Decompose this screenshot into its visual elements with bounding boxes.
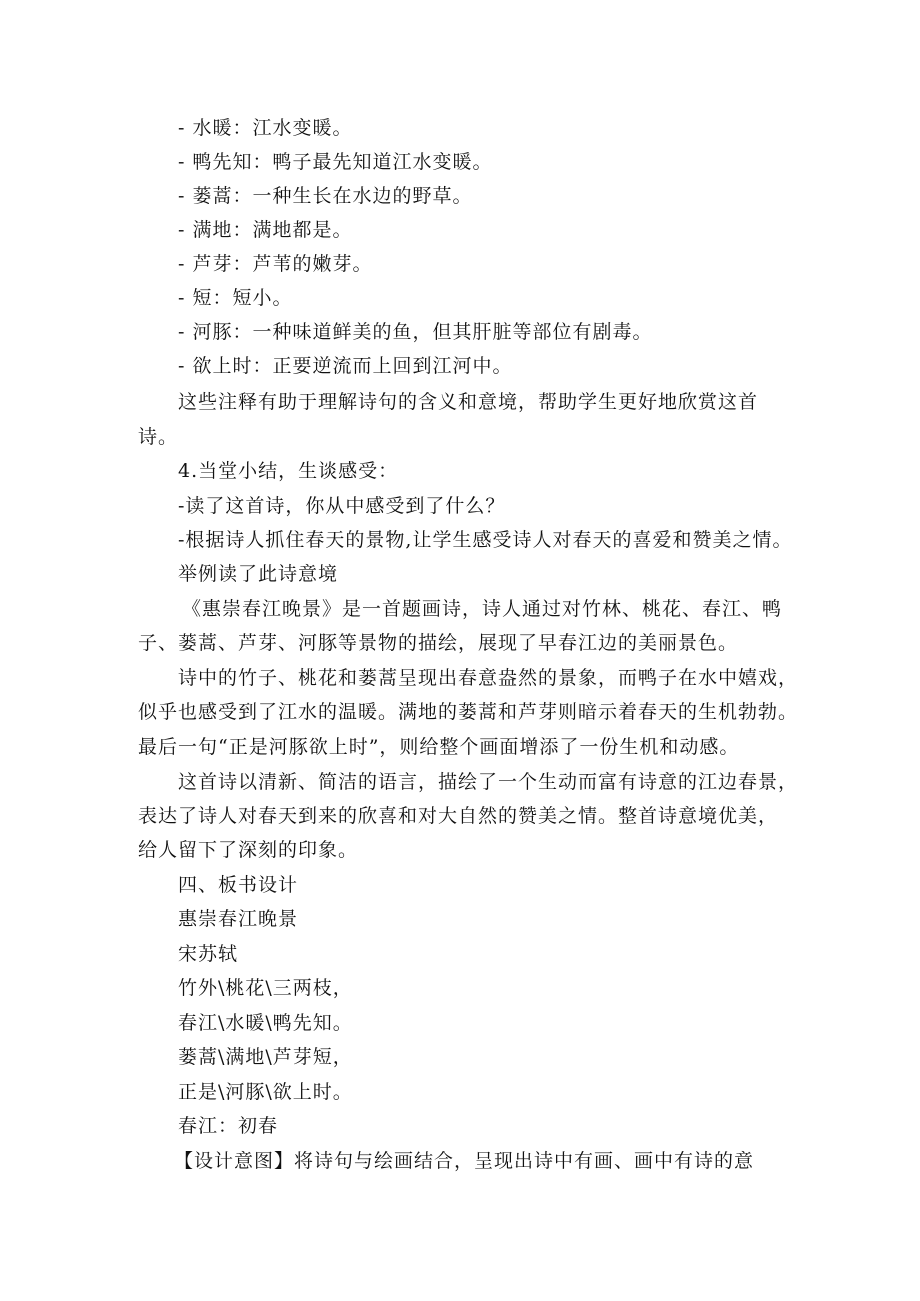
annotation-item: - 欲上时：正要逆流而上回到江河中。 (178, 355, 513, 377)
annotation-summary-line: 诗。 (138, 426, 179, 448)
appreciation-text: 子、蒌蒿、芦芽、河豚等景物的描绘，展现了早春江边的美丽景色。 (138, 632, 739, 654)
appreciation-text: 表达了诗人对春天到来的欣喜和对大自然的赞美之情。整首诗意境优美， (138, 805, 779, 827)
summary-heading: 4.当堂小结，生谈感受： (178, 460, 399, 482)
appreciation-text: 似乎也感受到了江水的温暖。满地的蒌蒿和芦芽则暗示着春天的生机勃勃。 (138, 701, 799, 723)
appreciation-text: 诗中的竹子、桃花和蒌蒿呈现出春意盎然的景象，而鸭子在水中嬉戏， (178, 667, 799, 689)
annotation-item: - 水暖：江水变暖。 (178, 117, 353, 139)
design-intent: 【设计意图】将诗句与绘画结合，呈现出诗中有画、画中有诗的意 (174, 1150, 755, 1172)
appreciation-text: 最后一句“正是河豚欲上时”，则给整个画面增添了一份生机和动感。 (138, 736, 740, 758)
board-design-heading: 四、板书设计 (178, 874, 299, 896)
board-verse: 春江\水暖\鸭先知。 (178, 1012, 353, 1034)
summary-example: 举例读了此诗意境 (178, 563, 339, 585)
board-verse: 竹外\桃花\三两枝， (178, 977, 353, 999)
annotation-item: - 蒌蒿：一种生长在水边的野草。 (178, 185, 473, 207)
annotation-summary-line: 这些注释有助于理解诗句的含义和意境，帮助学生更好地欣赏这首 (178, 391, 759, 413)
appreciation-text: 《惠崇春江晚景》是一首题画诗，诗人通过对竹林、桃花、春江、鸭 (182, 598, 783, 620)
annotation-item: - 芦芽：芦苇的嫩芽。 (178, 253, 373, 275)
appreciation-text: 给人留下了深刻的印象。 (138, 839, 359, 861)
annotation-item: - 鸭先知：鸭子最先知道江水变暖。 (178, 151, 493, 173)
board-poem-author: 宋苏轼 (178, 943, 239, 965)
annotation-item: - 河豚：一种味道鲜美的鱼，但其肝脏等部位有剧毒。 (178, 321, 653, 343)
summary-question: -根据诗人抓住春天的景物,让学生感受诗人对春天的喜爱和赞美之情。 (178, 529, 793, 551)
board-verse: 蒌蒿\满地\芦芽短， (178, 1046, 353, 1068)
appreciation-text: 这首诗以清新、简洁的语言，描绘了一个生动而富有诗意的江边春景， (178, 771, 799, 793)
board-verse: 正是\河豚\欲上时。 (178, 1081, 353, 1103)
board-note: 春江：初春 (178, 1115, 279, 1137)
summary-question: -读了这首诗，你从中感受到了什么？ (178, 495, 506, 517)
annotation-item: - 满地：满地都是。 (178, 219, 353, 241)
annotation-item: - 短：短小。 (178, 287, 293, 309)
board-poem-title: 惠崇春江晚景 (178, 908, 299, 930)
